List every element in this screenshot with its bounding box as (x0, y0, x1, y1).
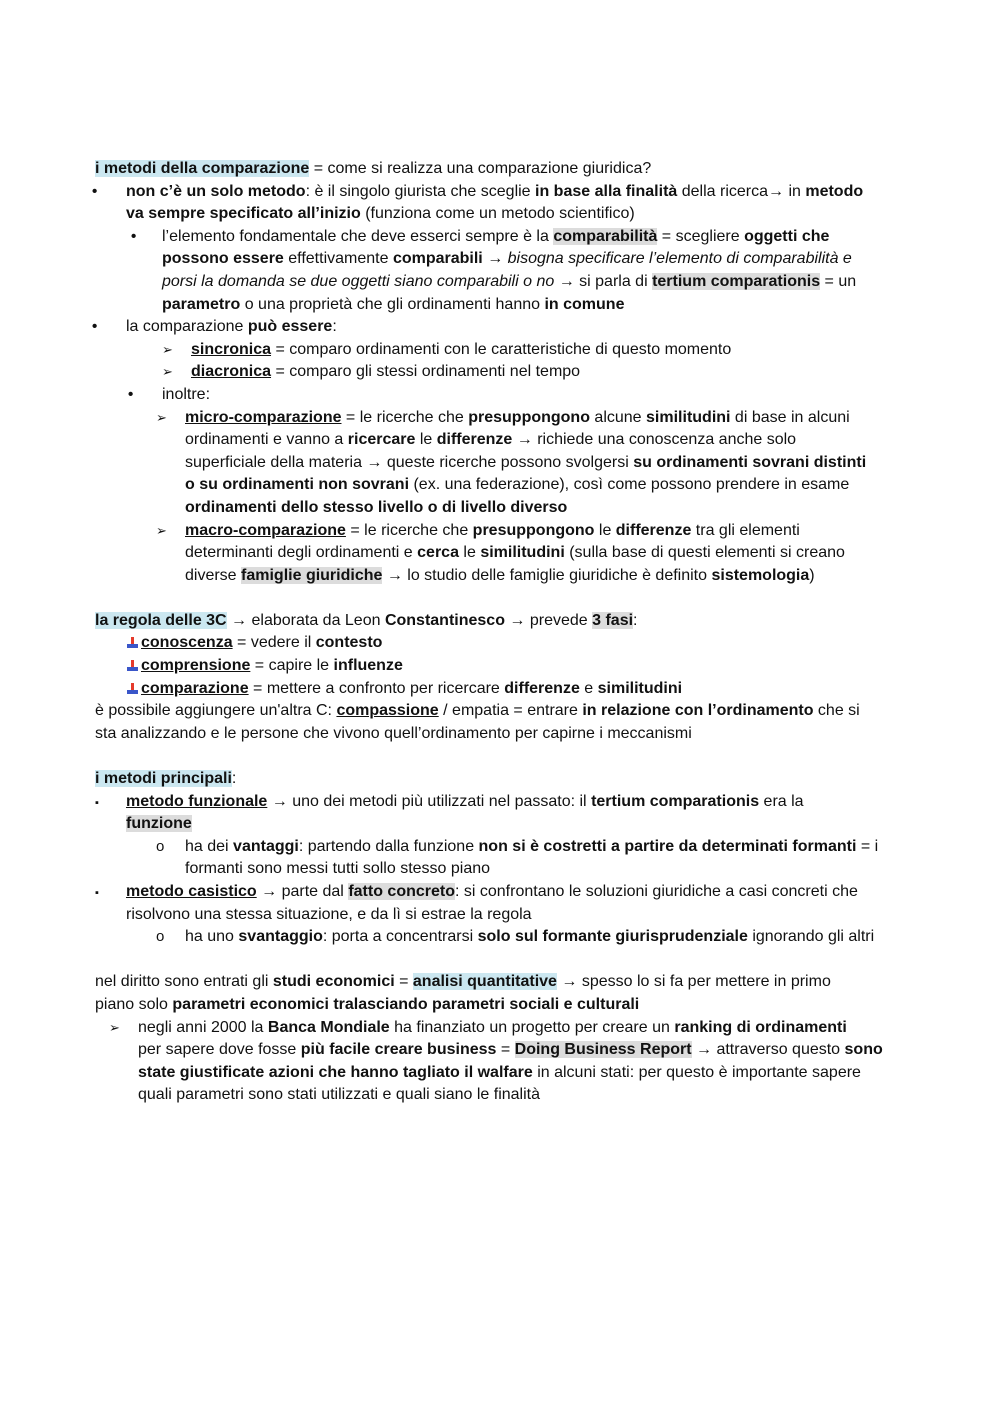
arrow-bullet-continuation: ordinamenti dello stesso livello o di livello diverso (185, 498, 568, 516)
arrow-bullet-line: ➢ micro-comparazione = le ricerche che presuppongono alcune similitudini di base in alcuni (95, 407, 910, 430)
sub-bullet-line: • l’elemento fondamentale che deve esserci sempre è la comparabilità = scegliere oggetti che (95, 226, 910, 249)
square-bullet-line: ▪ metodo funzionale → uno dei metodi più utilizzati nel passato: il tertium comparationis era la (95, 791, 910, 814)
document-page (92, 158, 910, 1107)
flag-bullet-line: comparazione = mettere a confronto per ricercare differenze e similitudini (95, 678, 910, 701)
arrow-bullet-line: ➢ macro-comparazione = le ricerche che presuppongono le differenze tra gli elementi (95, 520, 910, 543)
section-title-line: i metodi principali: (95, 770, 237, 788)
blank-line (95, 949, 910, 972)
arrow-bullet-line: ➢ negli anni 2000 la Banca Mondiale ha finanziato un progetto per creare un ranking di ordinamenti (95, 1017, 910, 1040)
bullet-line: • non c’è un solo metodo: è il singolo giurista che sceglie in base alla finalità della ricerca→ in metodo (95, 181, 910, 204)
circle-bullet-continuation: formanti sono messi tutti sollo stesso piano (185, 860, 491, 878)
bullet-marker: • (131, 227, 137, 245)
section-heading: i metodi della comparazione (95, 160, 310, 177)
flag-bullet-line: conoscenza = vedere il contesto (95, 632, 910, 655)
flag-bullet-line: comprensione = capire le influenze (95, 655, 910, 678)
arrow-bullet-continuation: ordinamenti e vanno a ricercare le differenze → richiede una conoscenza anche solo (185, 431, 797, 449)
circle-bullet-icon: o (156, 928, 165, 946)
square-bullet-continuation: funzione (126, 815, 192, 833)
arrow-bullet-continuation: per sapere dove fosse più facile creare business = Doing Business Report → attraverso questo sono (138, 1041, 883, 1059)
section-heading: i metodi principali (95, 770, 232, 788)
circle-bullet-icon: o (156, 837, 165, 855)
bullet-marker: • (92, 182, 98, 200)
blank-line (95, 587, 910, 610)
bullet-line: • la comparazione può essere: (95, 316, 910, 339)
paragraph-line: è possibile aggiungere un'altra C: compassione / empatia = entrare in relazione con l’ordinamento che si (95, 702, 860, 720)
arrow-bullet-continuation: quali parametri sono stati utilizzati e quali siano le finalità (138, 1086, 540, 1104)
square-bullet-line: ▪ metodo casistico → parte dal fatto concreto: si confrontano le soluzioni giuridiche a casi concreti che (95, 881, 910, 904)
bullet-continuation: va sempre specificato all’inizio (funziona come un metodo scientifico) (126, 205, 635, 223)
arrowhead-bullet-icon: ➢ (109, 1019, 120, 1035)
sub-bullet-continuation: possono essere effettivamente comparabili → bisogna specificare l’elemento di comparabilità e (162, 250, 852, 268)
arrowhead-bullet-icon: ➢ (162, 364, 173, 380)
circle-bullet-line: o ha dei vantaggi: partendo dalla funzione non si è costretti a partire da determinati formanti = i (95, 836, 910, 859)
bullet-marker: • (92, 318, 98, 336)
arrowhead-bullet-icon: ➢ (162, 341, 173, 357)
flag-bullet-icon (127, 683, 138, 695)
sub-bullet-line: • inoltre: (95, 384, 910, 407)
flag-bullet-icon (127, 637, 138, 649)
section-heading: la regola delle 3C (95, 611, 227, 629)
bullet-marker: • (128, 385, 134, 403)
arrow-bullet-continuation: diverse famiglie giuridiche → lo studio delle famiglie giuridiche è definito sistemologia) (185, 566, 815, 584)
sub-bullet-continuation: parametro o una proprietà che gli ordinamenti hanno in comune (162, 295, 625, 313)
square-bullet-icon: ▪ (95, 887, 99, 899)
paragraph-line: nel diritto sono entrati gli studi economici = analisi quantitative → spesso lo si fa per mettere in primo (95, 973, 831, 991)
square-bullet-icon: ▪ (95, 796, 99, 809)
arrow-bullet-continuation: state giustificate azioni che hanno tagliato il walfare in alcuni stati: per questo è importante sapere (138, 1063, 861, 1081)
square-bullet-continuation: risolvono una stessa situazione, e da lì si estrae la regola (126, 905, 532, 923)
flag-bullet-icon (127, 660, 138, 672)
arrow-bullet-continuation: determinanti degli ordinamenti e cerca le similitudini (sulla base di questi elementi si creano (185, 544, 845, 562)
arrowhead-bullet-icon: ➢ (156, 522, 167, 538)
arrow-bullet-line: ➢ sincronica = comparo ordinamenti con le caratteristiche di questo momento (95, 339, 910, 362)
section-title-line: la regola delle 3C → elaborata da Leon Constantinesco → prevede 3 fasi: (95, 611, 638, 629)
circle-bullet-line: o ha uno svantaggio: porta a concentrarsi solo sul formante giurisprudenziale ignorando gli altri (95, 926, 910, 949)
arrow-bullet-continuation: o su ordinamenti non sovrani (ex. una federazione), così come possono prendere in esame (185, 476, 850, 494)
arrowhead-bullet-icon: ➢ (156, 409, 167, 425)
paragraph-line: sta analizzando e le persone che vivono quell’ordinamento per capirne i meccanismi (95, 724, 692, 742)
arrow-bullet-line: ➢ diacronica = comparo gli stessi ordinamenti nel tempo (95, 361, 910, 384)
sub-bullet-continuation: porsi la domanda se due oggetti siano comparabili o no → si parla di tertium comparationis = un (162, 272, 857, 290)
section-title-line: i metodi della comparazione = come si realizza una comparazione giuridica? (95, 160, 652, 177)
arrow-bullet-continuation: superficiale della materia → queste ricerche possono svolgersi su ordinamenti sovrani distinti (185, 453, 867, 471)
blank-line (95, 745, 910, 768)
paragraph-line: piano solo parametri economici tralasciando parametri sociali e culturali (95, 995, 640, 1013)
